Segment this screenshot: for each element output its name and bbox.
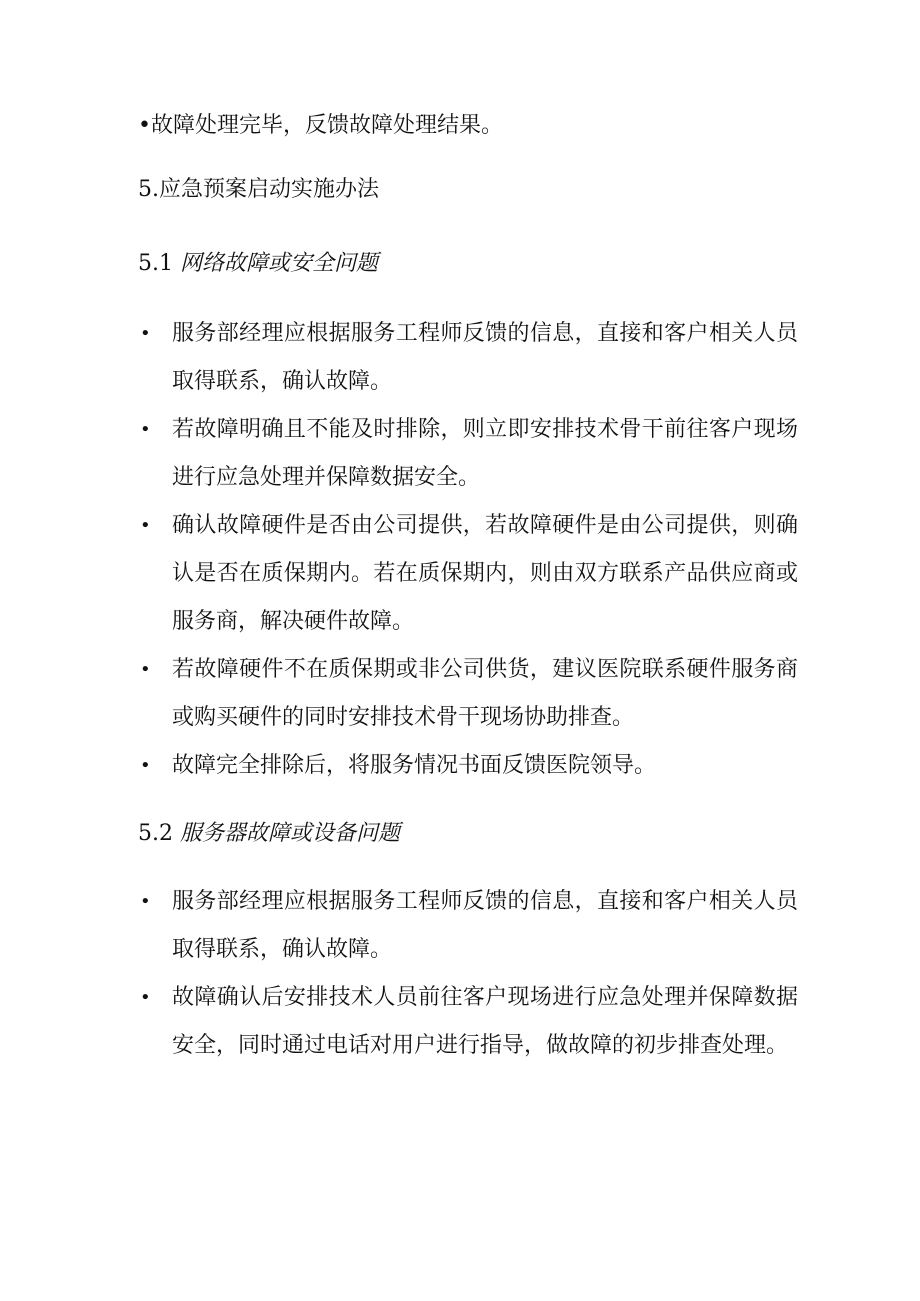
section-5-1-title: 网络故障或安全问题 [179,251,378,276]
section-5-heading [138,174,379,206]
section-5-1-number: 5.1 [138,251,180,276]
list-item [138,310,798,406]
list-item [138,878,798,974]
list-item [138,406,798,502]
bullet-icon: • [140,419,151,440]
bullet-icon: • [140,987,151,1008]
section-5-2-list [138,878,798,1070]
list-item [138,502,798,646]
bullet-icon: • [140,659,151,680]
list-item-text: 若故障明确且不能及时排除，则立即安排技术骨干前往客户现场进行应急处理并保障数据安全。 [172,417,798,490]
list-item-text: 故障完全排除后，将服务情况书面反馈医院领导。 [172,753,657,778]
list-item-text: 故障确认后安排技术人员前往客户现场进行应急处理并保障数据安全，同时通过电话对用户进行指导，做故障的初步排查处理。 [172,985,798,1058]
bullet-icon: • [140,891,151,912]
section-5-title: 5.应急预案启动实施办法 [138,177,379,202]
top-line: •故障处理完毕，反馈故障处理结果。 [138,113,503,138]
list-item [138,742,798,790]
list-item-text: 服务部经理应根据服务工程师反馈的信息，直接和客户相关人员取得联系，确认故障。 [172,321,798,394]
list-item-text: 若故障硬件不在质保期或非公司供货，建议医院联系硬件服务商或购买硬件的同时安排技术骨干现场协助排查。 [172,657,798,730]
bullet-icon: • [140,323,151,344]
section-5-2-heading [138,818,400,850]
bullet-icon: • [140,515,151,536]
section-5-1-heading [138,248,378,280]
section-5-2-title: 服务器故障或设备问题 [179,821,400,846]
list-item [138,974,798,1070]
bullet-icon: • [140,755,151,776]
list-item-text: 服务部经理应根据服务工程师反馈的信息，直接和客户相关人员取得联系，确认故障。 [172,889,798,962]
section-5-2-number: 5.2 [138,821,180,846]
list-item-text: 确认故障硬件是否由公司提供，若故障硬件是由公司提供，则确认是否在质保期内。若在质保期内，则由双方联系产品供应商或服务商，解决硬件故障。 [172,513,798,634]
list-item [138,646,798,742]
section-5-1-list [138,310,798,790]
